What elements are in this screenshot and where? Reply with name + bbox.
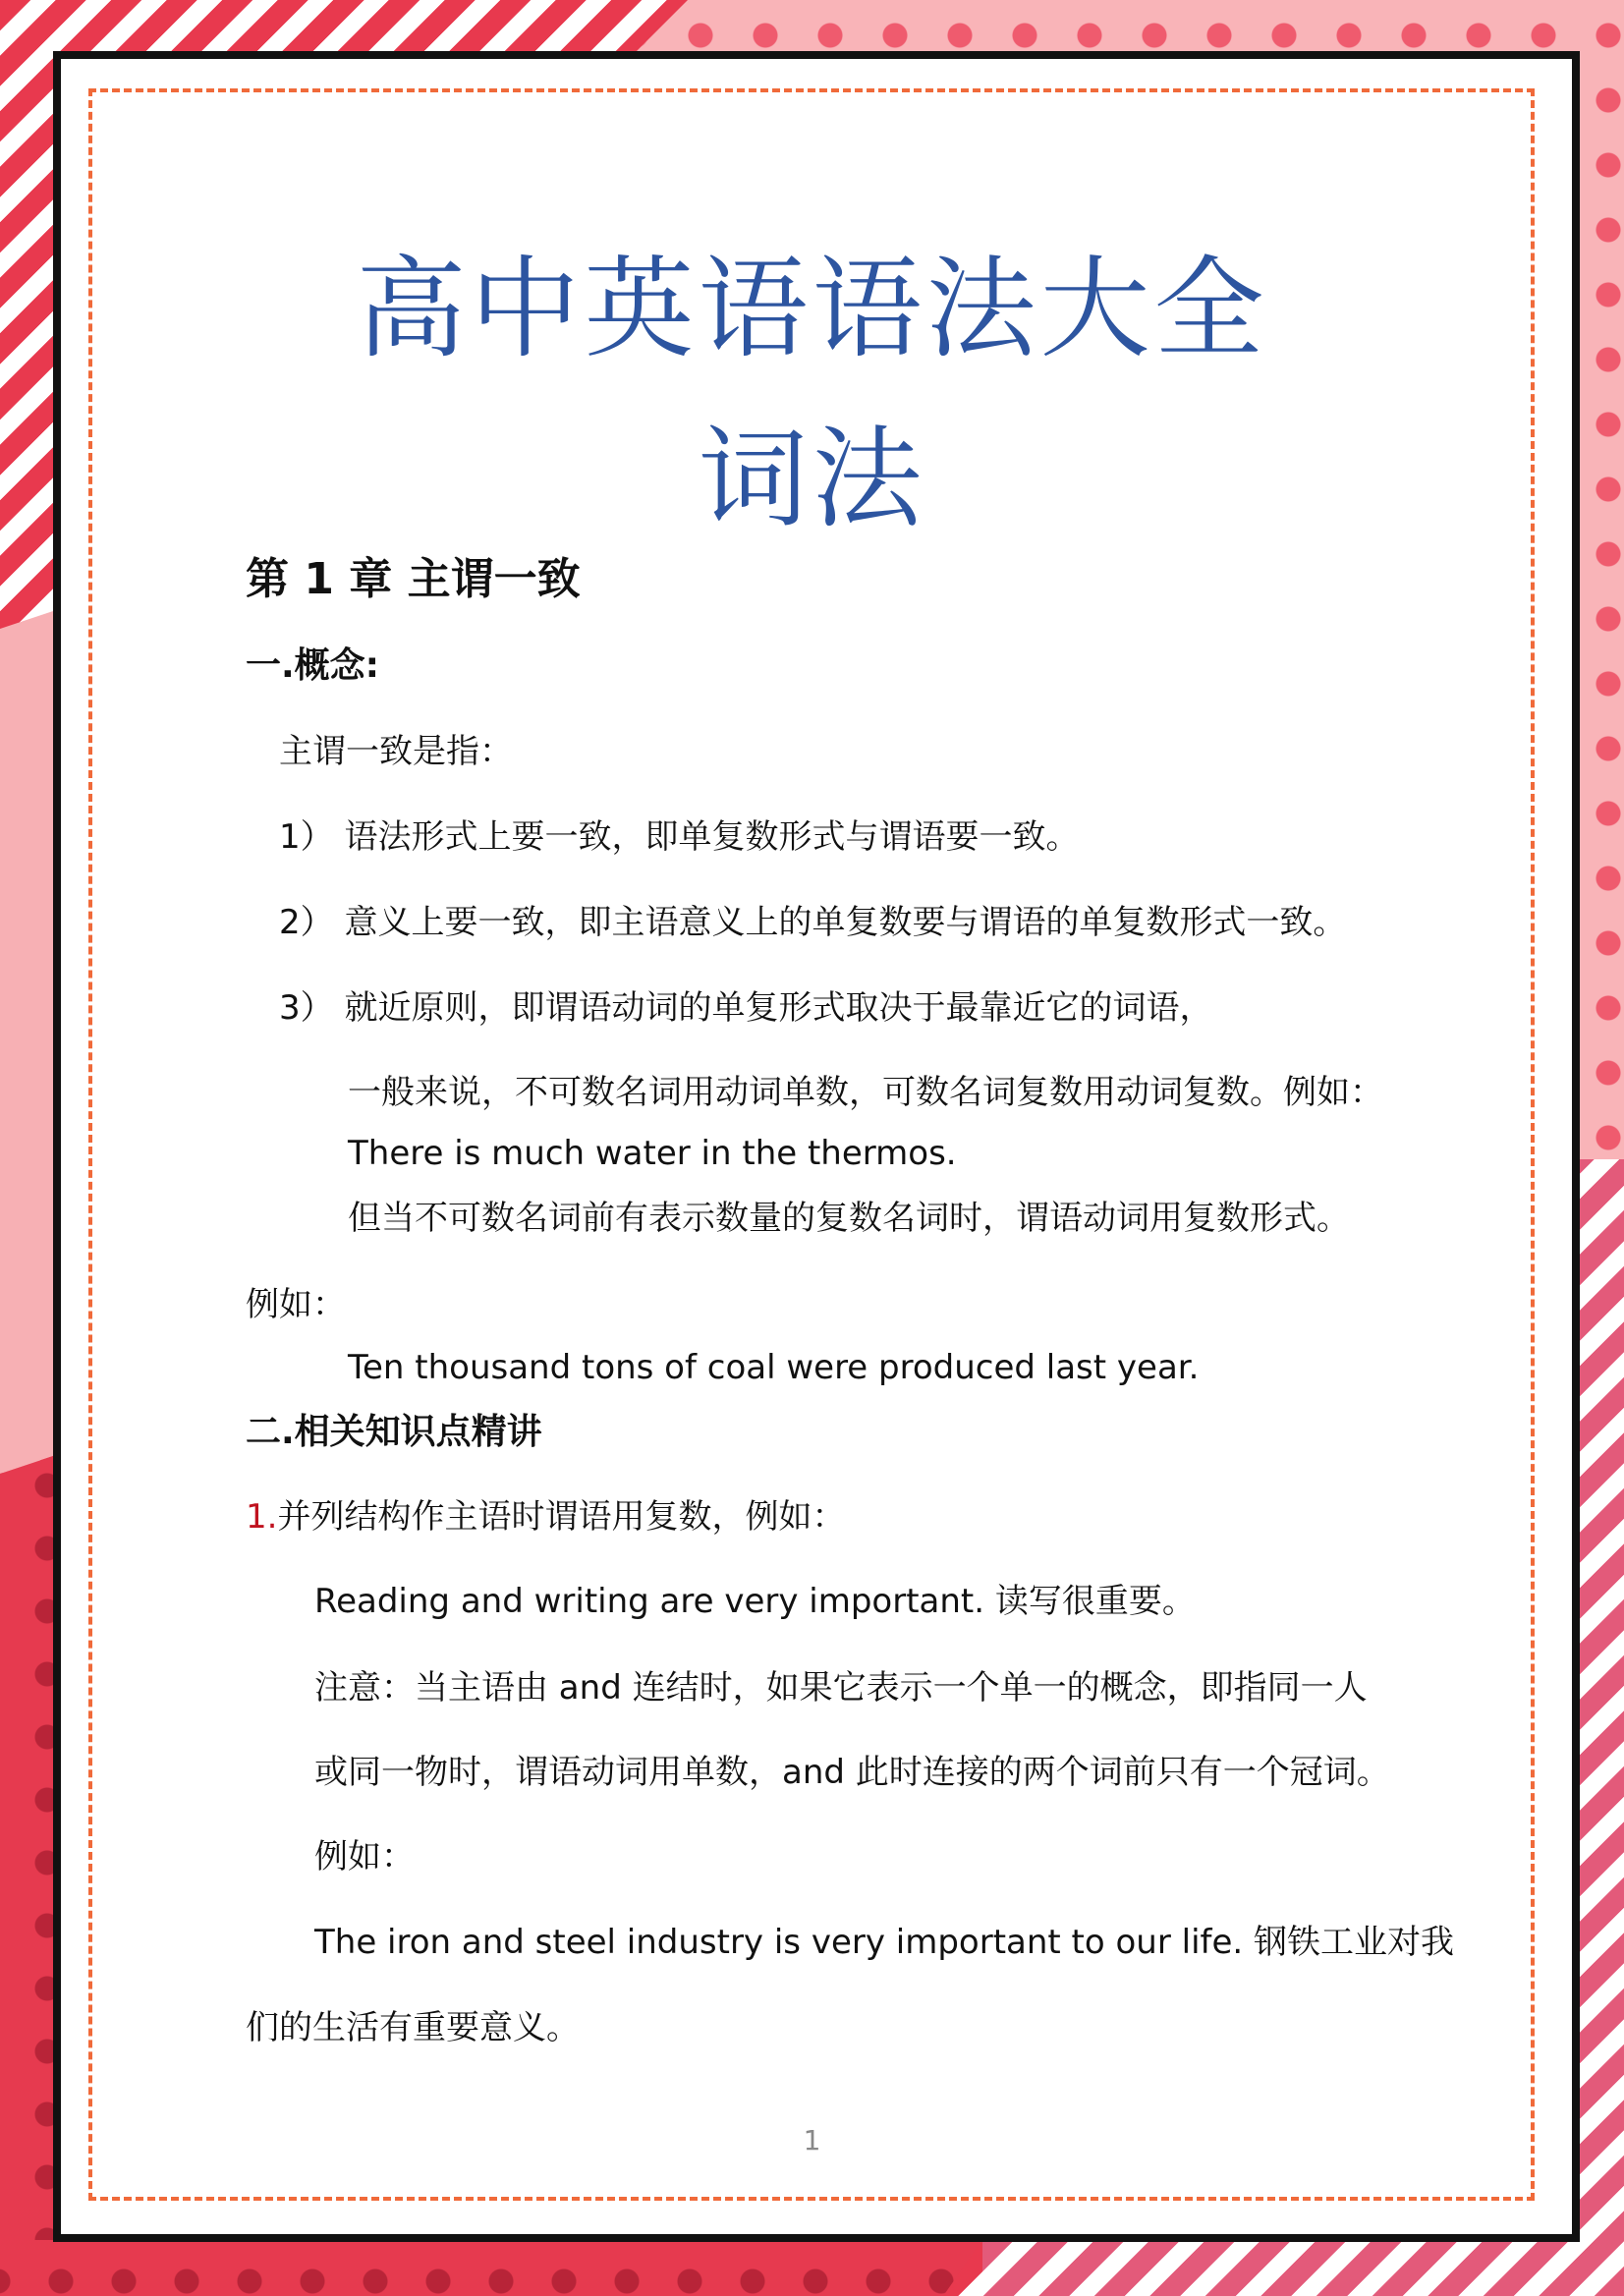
section1-example-1: There is much water in the thermos. [348, 1134, 957, 1173]
section1-example-2: Ten thousand tons of coal were produced last year. [348, 1348, 1200, 1387]
section2-heading: 二.相关知识点精讲 [246, 1412, 542, 1452]
section1-intro: 主谓一致是指： [279, 732, 513, 771]
list-item-1: 1） 语法形式上要一致，即单复数形式与谓语要一致。 [279, 817, 1080, 857]
section1-paragraph-2: 但当不可数名词前有表示数量的复数名词时，谓语动词用复数形式。 [348, 1199, 1350, 1238]
document-subtitle: 词法 [698, 416, 926, 543]
section2-example-2-line-2: 们的生活有重要意义。 [246, 2008, 580, 2047]
point-text: 并列结构作主语时谓语用复数，例如： [277, 1497, 846, 1537]
chapter-heading: 第 1 章 主谓一致 [246, 554, 581, 604]
point-number: 1. [246, 1497, 278, 1537]
section1-paragraph-1: 一般来说，不可数名词用动词单数，可数名词复数用动词复数。例如： [348, 1073, 1383, 1112]
list-item-3: 3） 就近原则，即谓语动词的单复形式取决于最靠近它的词语， [279, 988, 1213, 1028]
document-title: 高中英语语法大全 [356, 246, 1268, 373]
section1-example-label: 例如： [246, 1285, 346, 1324]
section2-note-line-1: 注意：当主语由 and 连结时，如果它表示一个单一的概念，即指同一人 [314, 1668, 1368, 1708]
section2-example-1: Reading and writing are very important. 读写很重要。 [314, 1582, 1196, 1621]
section2-note-line-2: 或同一物时，谓语动词用单数，and 此时连接的两个词前只有一个冠词。 [314, 1753, 1390, 1792]
list-item-2: 2） 意义上要一致，即主语意义上的单复数要与谓语的单复数形式一致。 [279, 903, 1347, 942]
section2-example-2-line-1: The iron and steel industry is very important to our life. 钢铁工业对我 [314, 1923, 1455, 1962]
page-number: 1 [803, 2124, 821, 2156]
section1-heading: 一.概念: [246, 645, 380, 686]
section2-example-label: 例如： [314, 1837, 415, 1876]
section2-point-1 [246, 1495, 845, 1539]
